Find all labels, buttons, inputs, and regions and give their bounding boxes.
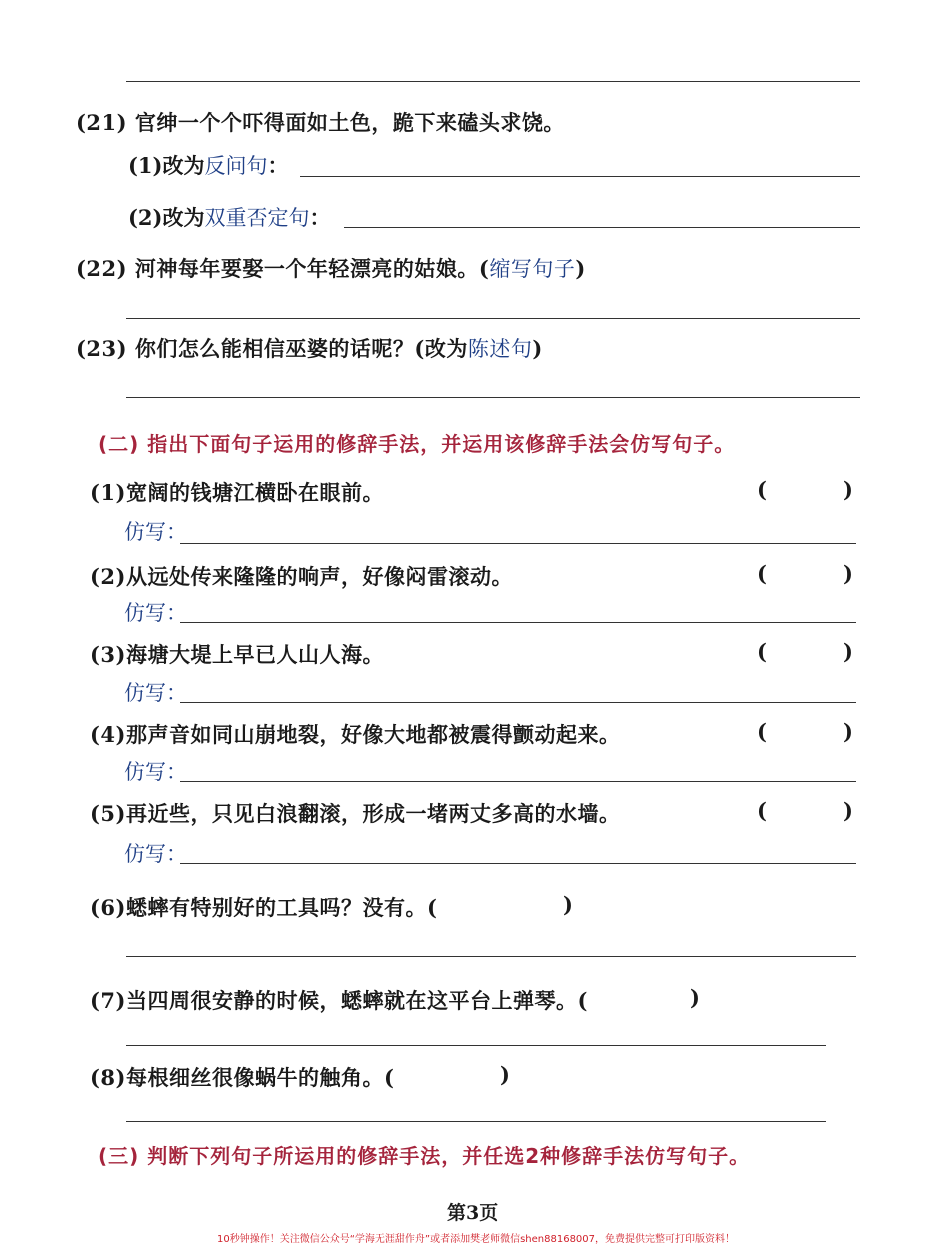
question-close: ): [532, 336, 543, 361]
answer-paren-open: (: [757, 561, 767, 586]
answer-paren-open: (: [757, 719, 767, 744]
fangxie-label: 仿写：: [124, 520, 187, 544]
answer-line[interactable]: [126, 1045, 826, 1046]
question-number: (21): [76, 110, 128, 135]
promo-note: 10秒钟操作！关注微信公众号“学海无涯甜作舟”或者添加樊老师微信shen88168007，免费提供完整可打印版资料！: [217, 1234, 736, 1245]
question-emphasis: 缩写句子: [489, 257, 576, 281]
sub-prefix: (1)改为: [128, 153, 205, 178]
question-text: 河神每年要娶一个年轻漂亮的姑娘。(: [134, 256, 490, 281]
answer-paren-close: ): [843, 639, 853, 664]
rhetoric-item-7: [90, 985, 588, 1015]
sub-emphasis: 反问句: [204, 154, 268, 178]
sub-colon: ：: [309, 205, 331, 230]
question-22: [76, 253, 586, 283]
answer-line[interactable]: [126, 1121, 826, 1122]
fangxie-label: 仿写：: [124, 842, 187, 866]
q21-sub2: [128, 202, 330, 232]
answer-paren-close: ): [500, 1062, 510, 1087]
rhetoric-item-5: (5)再近些，只见白浪翻滚，形成一堵两丈多高的水墙。: [90, 801, 621, 826]
answer-paren-close: ): [690, 985, 700, 1010]
answer-paren-open: (: [757, 639, 767, 664]
answer-line[interactable]: [126, 318, 860, 319]
answer-paren-open: (: [757, 798, 767, 823]
answer-line[interactable]: [180, 781, 856, 782]
section-2-heading: (二) 指出下面句子运用的修辞手法，并运用该修辞手法会仿写句子。: [98, 432, 736, 456]
rhetoric-item-3: (3)海塘大堤上早已人山人海。: [90, 642, 384, 667]
sub-colon: ：: [267, 153, 289, 178]
question-21: [76, 107, 565, 137]
answer-line[interactable]: [126, 956, 856, 957]
answer-line[interactable]: [180, 702, 856, 703]
rhetoric-item-4: (4)那声音如同山崩地裂，好像大地都被震得颤动起来。: [90, 722, 621, 747]
answer-line[interactable]: [180, 543, 856, 544]
answer-line[interactable]: [300, 176, 860, 177]
answer-paren-close: ): [563, 892, 573, 917]
question-emphasis: 陈述句: [467, 337, 533, 361]
page-number: 第3页: [447, 1202, 499, 1224]
fangxie-label: 仿写：: [124, 760, 187, 784]
answer-paren-close: ): [843, 477, 853, 502]
rhetoric-item-2: (2)从远处传来隆隆的响声，好像闷雷滚动。: [90, 564, 513, 589]
answer-paren-close: ): [843, 798, 853, 823]
item-text: (7)当四周很安静的时候，蟋蟀就在这平台上弹琴。(: [90, 988, 588, 1013]
answer-line[interactable]: [344, 227, 860, 228]
question-close: ): [575, 256, 586, 281]
q21-sub1: [128, 150, 288, 180]
question-text: 你们怎么能相信巫婆的话呢？(改为: [134, 336, 468, 361]
question-number: (23): [76, 336, 128, 361]
answer-line[interactable]: [180, 622, 856, 623]
question-number: (22): [76, 256, 128, 281]
item-text: (8)每根细丝很像蜗牛的触角。(: [90, 1065, 395, 1090]
fangxie-label: 仿写：: [124, 601, 187, 625]
answer-paren-close: ): [843, 561, 853, 586]
question-text: 官绅一个个吓得面如土色，跪下来磕头求饶。: [134, 110, 565, 135]
section-3-heading: (三) 判断下列句子所运用的修辞手法，并任选2种修辞手法仿写句子。: [98, 1144, 751, 1168]
answer-paren-open: (: [757, 477, 767, 502]
rhetoric-item-1: (1)宽阔的钱塘江横卧在眼前。: [90, 480, 384, 505]
answer-line[interactable]: [180, 863, 856, 864]
item-text: (6)蟋蟀有特别好的工具吗？没有。(: [90, 895, 438, 920]
answer-line[interactable]: [126, 81, 860, 82]
sub-emphasis: 双重否定句: [204, 206, 310, 230]
rhetoric-item-6: [90, 892, 437, 922]
answer-paren-close: ): [843, 719, 853, 744]
fangxie-label: 仿写：: [124, 681, 187, 705]
answer-line[interactable]: [126, 397, 860, 398]
question-23: [76, 333, 543, 363]
sub-prefix: (2)改为: [128, 205, 205, 230]
rhetoric-item-8: [90, 1062, 394, 1092]
